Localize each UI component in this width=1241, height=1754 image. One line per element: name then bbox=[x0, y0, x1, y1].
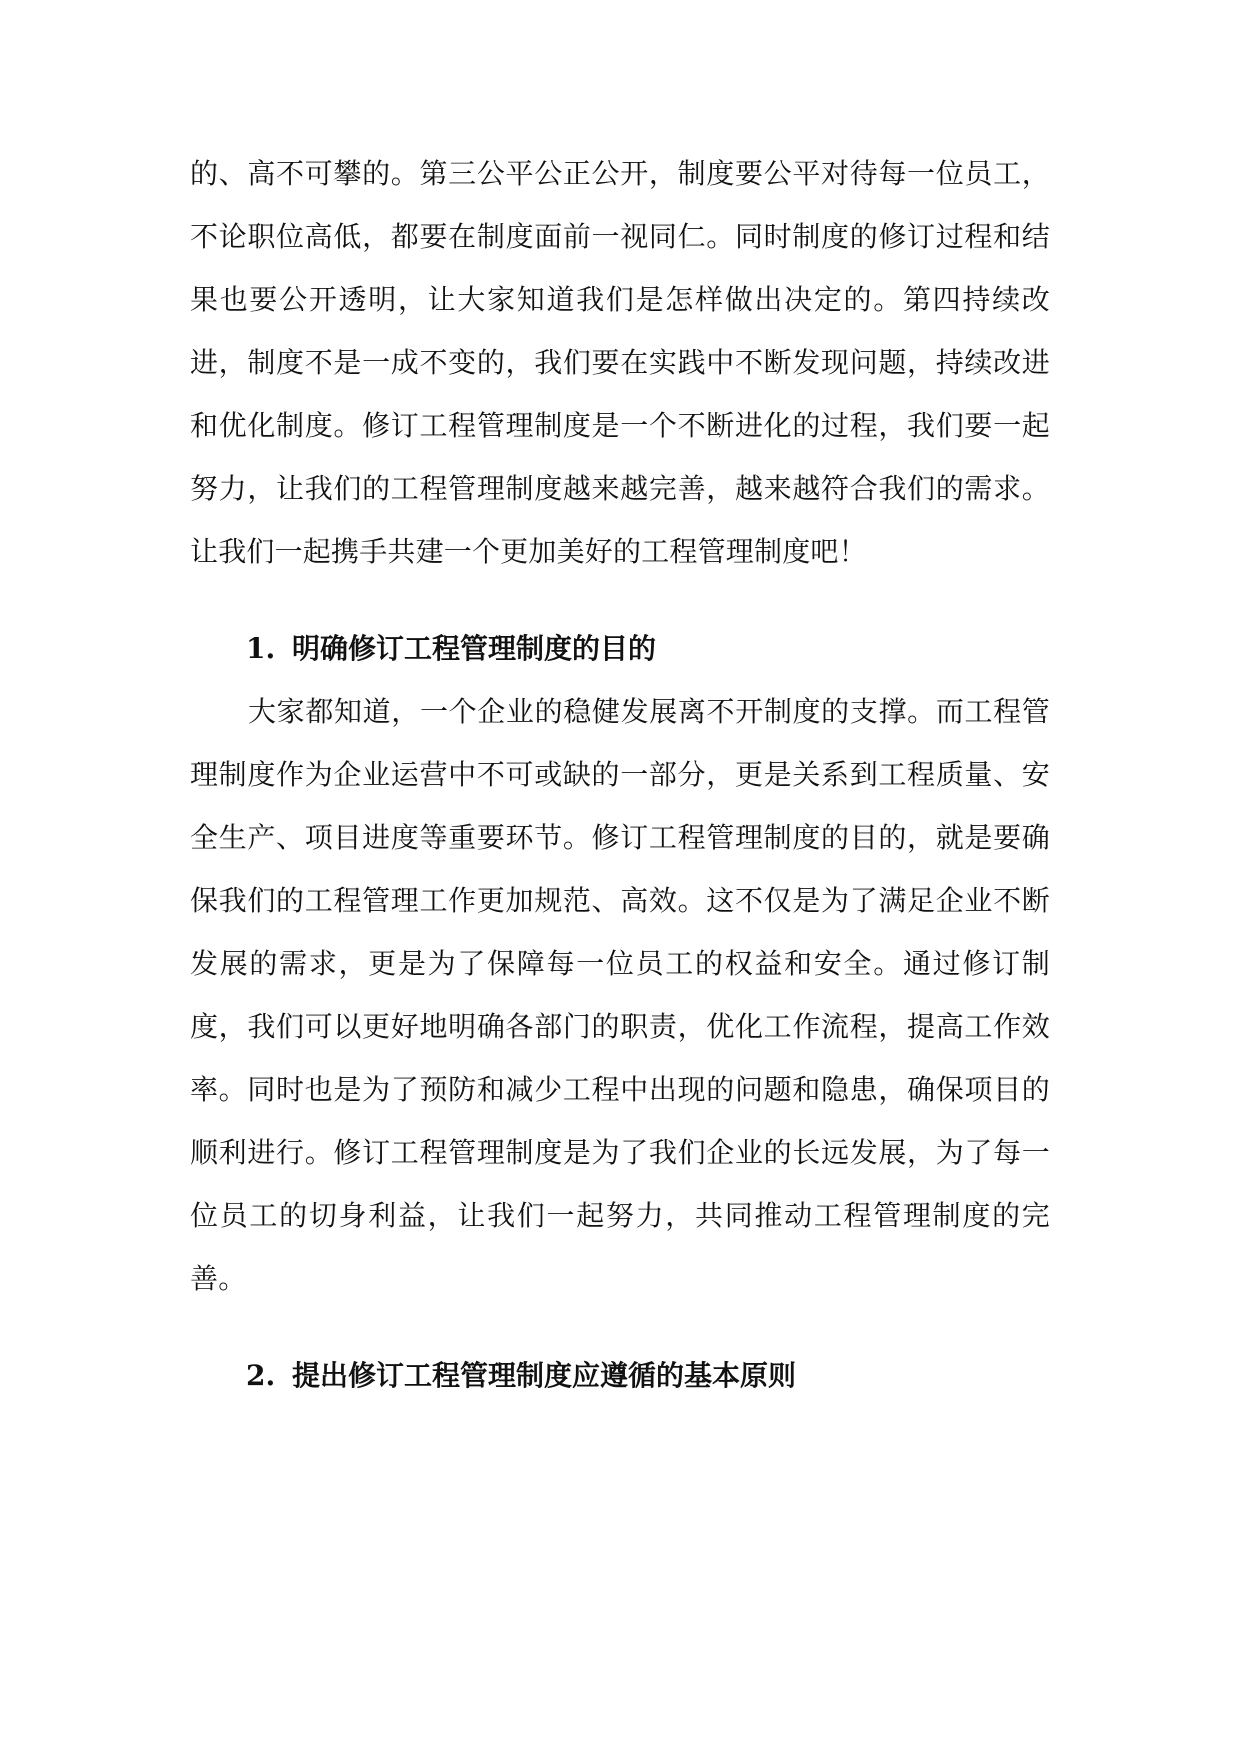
section-2-title: 提出修订工程管理制度应遵循的基本原则 bbox=[292, 1359, 797, 1392]
section-1-title: 明确修订工程管理制度的目的 bbox=[292, 632, 657, 665]
intro-paragraph: 的、高不可攀的。第三公平公正公开，制度要公平对待每一位员工，不论职位高低，都要在制度面前一视同仁。同时制度的修订过程和结果也要公开透明，让大家知道我们是怎样做出决定的。第四持续改进，制度不是一成不变的，我们要在实践中不断发现问题，持续改进和优化制度。修订工程管理制度是一个不断进化的过程，我们要一起努力，让我们的工程管理制度越来越完善，越来越符合我们的需求。让我们一起携手共建一个更加美好的工程管理制度吧！ bbox=[190, 157, 1050, 568]
section-1-heading bbox=[190, 617, 1050, 680]
section-2-number: 2. bbox=[246, 1359, 276, 1392]
section-1-number: 1. bbox=[246, 632, 276, 665]
section-1-body: 大家都知道，一个企业的稳健发展离不开制度的支撑。而工程管理制度作为企业运营中不可或缺的一部分，更是关系到工程质量、安全生产、项目进度等重要环节。修订工程管理制度的目的，就是要确保我们的工程管理工作更加规范、高效。这不仅是为了满足企业不断发展的需求，更是为了保障每一位员工的权益和安全。通过修订制度，我们可以更好地明确各部门的职责，优化工作流程，提高工作效率。同时也是为了预防和减少工程中出现的问题和隐患，确保项目的顺利进行。修订工程管理制度是为了我们企业的长远发展，为了每一位员工的切身利益，让我们一起努力，共同推动工程管理制度的完善。 bbox=[190, 695, 1050, 1295]
document-page bbox=[190, 142, 1050, 1407]
section-2-heading bbox=[190, 1344, 1050, 1407]
